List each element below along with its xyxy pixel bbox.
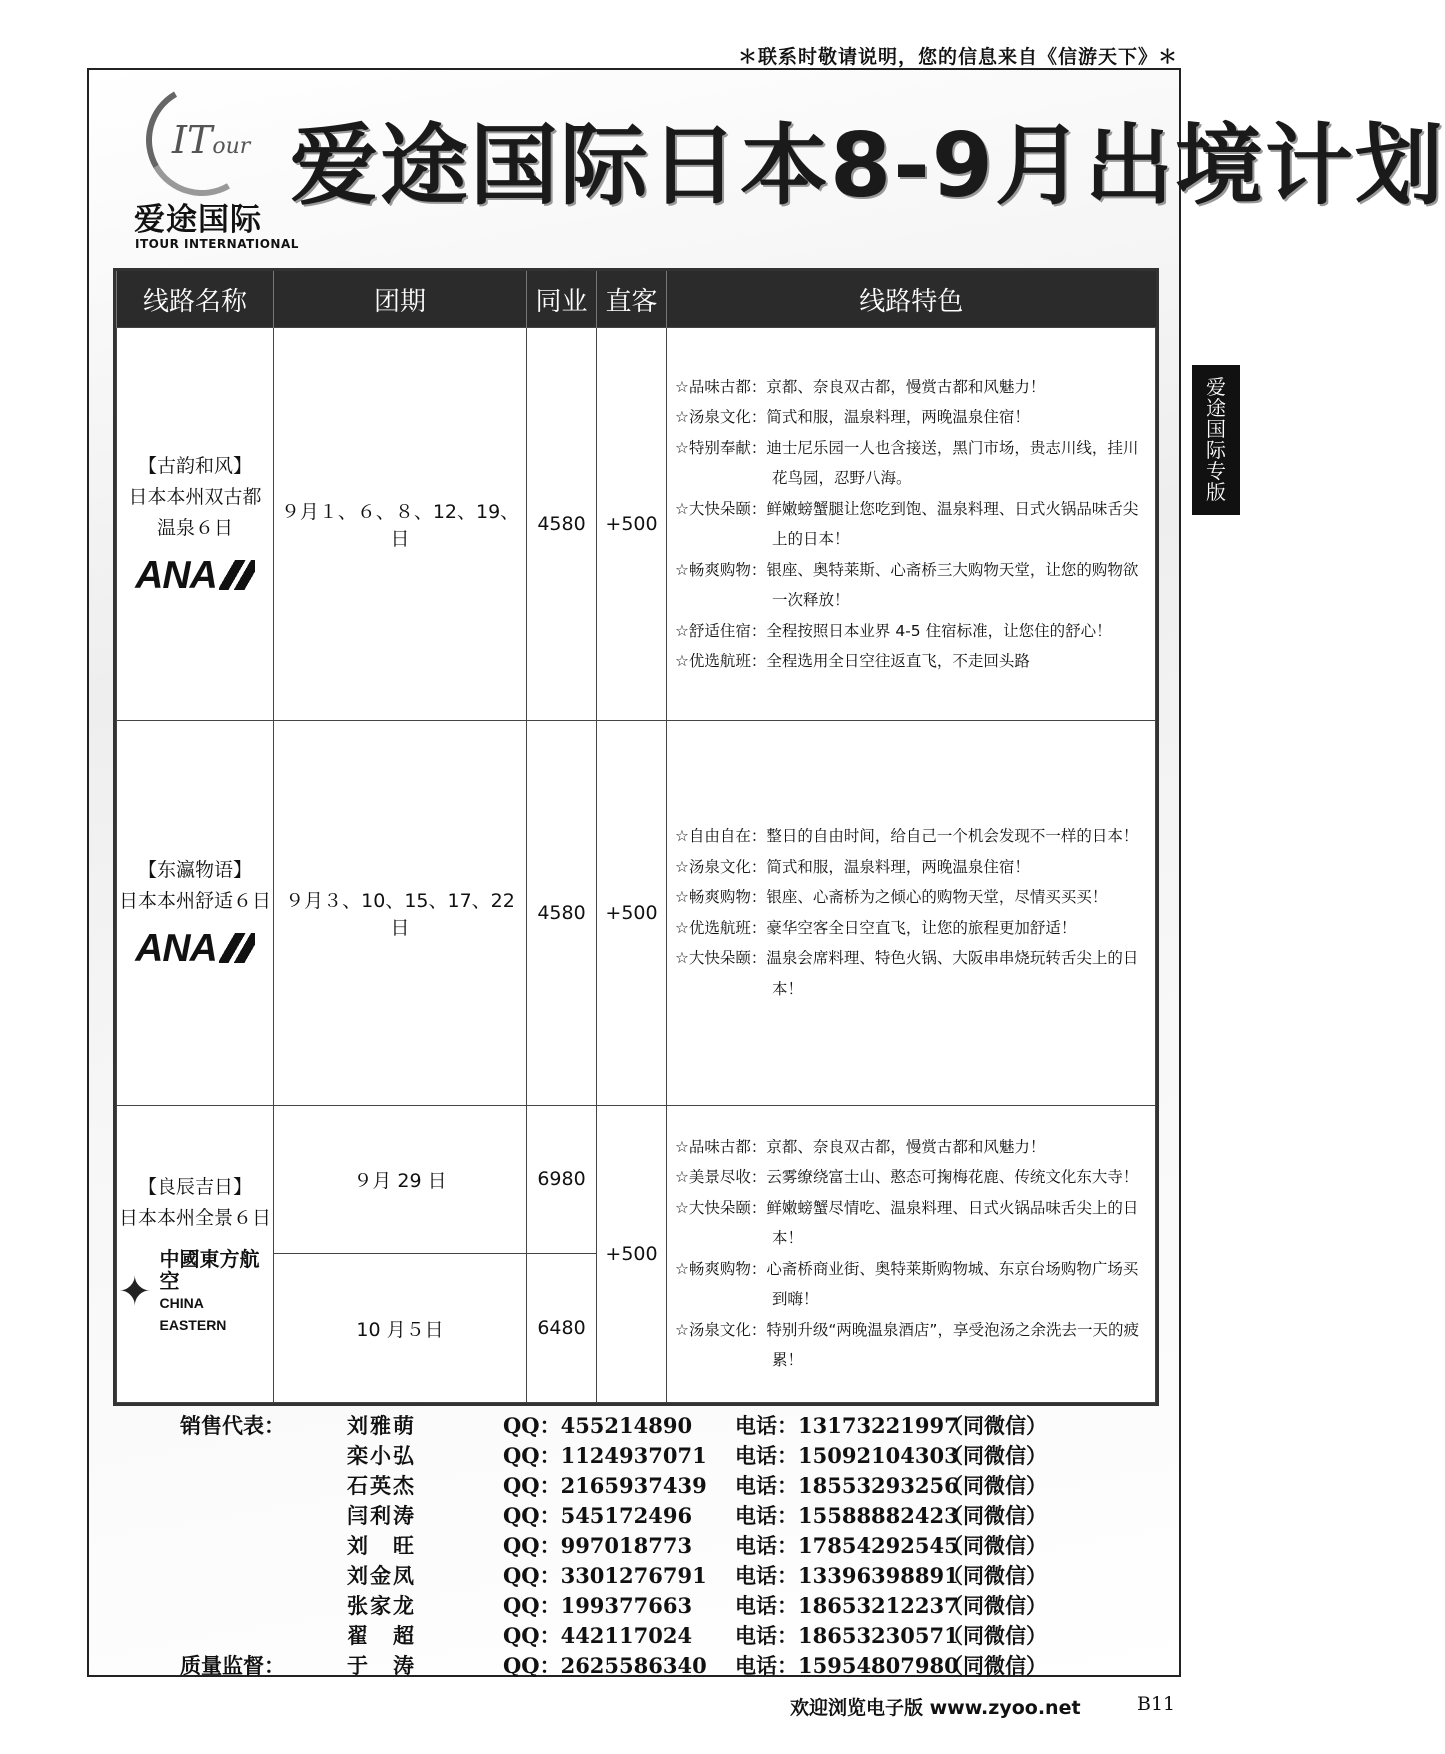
contact-phone: 电话：18653212237 <box>735 1593 959 1618</box>
contact-wechat-note: （同微信） <box>942 1623 1047 1648</box>
feature-line: ☆汤泉文化：简式和服，温泉料理，两晚温泉住宿！ <box>675 857 1030 876</box>
contact-name: 闫利涛 <box>347 1503 416 1528</box>
header-retail-price: 直客 <box>597 271 667 328</box>
page-number: B11 <box>1137 1693 1176 1715</box>
table-row <box>117 328 1156 721</box>
contact-phone: 电话：13396398891 <box>735 1563 959 1588</box>
contact-row <box>0 1650 1240 1680</box>
contact-qq: QQ：199377663 <box>503 1593 693 1618</box>
contact-qq: QQ：2625586340 <box>503 1653 707 1678</box>
contact-wechat-note: （同微信） <box>942 1533 1047 1558</box>
side-tab: 爱途国际专版 <box>1192 365 1240 515</box>
header-features: 线路特色 <box>667 271 1156 328</box>
contact-qq: QQ：455214890 <box>503 1413 693 1438</box>
retail-price-cell: +500 <box>597 328 667 721</box>
table-row <box>117 1105 1156 1254</box>
contact-name: 刘雅萌 <box>347 1413 416 1438</box>
contact-name: 翟 超 <box>347 1623 416 1648</box>
contact-qq: QQ：3301276791 <box>503 1563 707 1588</box>
header-trade-price: 同业 <box>527 271 597 328</box>
logo-mark: ITour <box>172 118 251 162</box>
dates-cell: 10 月５日 <box>274 1254 527 1403</box>
trade-price-cell: 4580 <box>527 328 597 721</box>
header-dates: 团期 <box>274 271 527 328</box>
contact-phone: 电话：15954807980 <box>735 1653 959 1678</box>
swallow-icon: ✦ <box>118 1268 152 1315</box>
features-cell <box>667 1105 1156 1402</box>
contact-phone: 电话：18553293256 <box>735 1473 959 1498</box>
contact-qq: QQ：1124937071 <box>503 1443 707 1468</box>
feature-line: ☆舒适住宿：全程按照日本业界 4-5 住宿标准，让您住的舒心！ <box>675 621 1112 640</box>
retail-price-cell: +500 <box>597 721 667 1106</box>
route-table <box>113 268 1159 1406</box>
airline-en-name: CHINA EASTERN <box>159 1294 227 1333</box>
feature-line: ☆美景尽收：云雾缭绕富士山、憨态可掬梅花鹿、传统文化东大寺！ <box>675 1168 1139 1187</box>
contact-wechat-note: （同微信） <box>942 1593 1047 1618</box>
itour-logo <box>134 82 299 254</box>
contact-wechat-note: （同微信） <box>942 1413 1047 1438</box>
dates-cell: ９月 29 日 <box>274 1105 527 1254</box>
contact-name: 刘 旺 <box>347 1533 416 1558</box>
contact-qq: QQ：997018773 <box>503 1533 693 1558</box>
contact-wechat-note: （同微信） <box>942 1503 1047 1528</box>
contact-name: 张家龙 <box>347 1593 416 1618</box>
footer-welcome: 欢迎浏览电子版 www.zyoo.net <box>790 1697 1081 1719</box>
route-tag: 【东瀛物语】 <box>137 858 252 881</box>
contact-role: 质量监督： <box>180 1653 285 1678</box>
route-name-line: 日本本州全景６日 <box>118 1206 271 1229</box>
feature-line: ☆畅爽购物：银座、心斋桥为之倾心的购物天堂，尽情买买买！ <box>675 888 1108 907</box>
contact-wechat-note: （同微信） <box>942 1473 1047 1498</box>
contact-role: 销售代表： <box>180 1413 285 1438</box>
feature-line: ☆品味古都：京都、奈良双古都，慢赏古都和风魅力！ <box>675 1137 1046 1156</box>
contact-wechat-note: （同微信） <box>942 1443 1047 1468</box>
trade-price-cell: 6980 <box>527 1105 597 1254</box>
feature-line: ☆汤泉文化：简式和服，温泉料理，两晚温泉住宿！ <box>675 408 1030 427</box>
feature-line: ☆大快朵颐：温泉会席料理、特色火锅、大阪串串烧玩转舌尖上的日本！ <box>675 949 1139 998</box>
contact-phone: 电话：17854292545 <box>735 1533 959 1558</box>
china-eastern-logo <box>118 1248 272 1336</box>
route-name-line: 日本本州舒适６日 <box>118 889 271 912</box>
feature-line: ☆汤泉文化：特别升级“两晚温泉酒店”，享受泡汤之余洗去一天的疲累！ <box>675 1320 1139 1370</box>
ana-logo: ANA <box>135 554 255 598</box>
contact-name: 刘金凤 <box>347 1563 416 1588</box>
contact-qq: QQ：2165937439 <box>503 1473 707 1498</box>
logo-en-name: ITOUR INTERNATIONAL <box>135 237 299 251</box>
contact-row <box>0 1590 1240 1620</box>
dates-cell: ９月３、10、15、17、22 日 <box>274 721 527 1106</box>
contact-row <box>0 1440 1240 1470</box>
contact-phone: 电话：15092104303 <box>735 1443 959 1468</box>
trade-price-cell: 4580 <box>527 721 597 1106</box>
features-cell <box>667 328 1156 721</box>
dates-cell: ９月１、６、８、12、19、日 <box>274 328 527 721</box>
features-cell <box>667 721 1156 1106</box>
route-name-line: 日本本州双古都 <box>128 485 262 508</box>
feature-line: ☆自由自在：整日的自由时间，给自己一个机会发现不一样的日本！ <box>675 827 1139 846</box>
contact-row <box>0 1410 1240 1440</box>
feature-line: ☆优选航班：豪华空客全日空直飞，让您的旅程更加舒适！ <box>675 918 1077 937</box>
contact-phone: 电话：13173221997 <box>735 1413 959 1438</box>
header-route-name: 线路名称 <box>117 271 274 328</box>
contact-qq: QQ：442117024 <box>503 1623 693 1648</box>
feature-line: ☆畅爽购物：银座、奥特莱斯、心斋桥三大购物天堂，让您的购物欲一次释放！ <box>675 560 1139 610</box>
route-name-cell <box>117 328 274 721</box>
contact-wechat-note: （同微信） <box>942 1653 1047 1678</box>
page-title: 爱途国际日本8-9月出境计划 <box>290 114 1445 217</box>
route-name-cell <box>117 721 274 1106</box>
contact-row <box>0 1500 1240 1530</box>
contact-name: 于 涛 <box>347 1653 416 1678</box>
ana-stripes-icon <box>219 933 255 963</box>
route-tag: 【良辰吉日】 <box>137 1175 252 1198</box>
retail-price-cell: +500 <box>597 1105 667 1402</box>
contact-phone: 电话：15588882423 <box>735 1503 959 1528</box>
table-header <box>117 271 1156 328</box>
feature-line: ☆品味古都：京都、奈良双古都，慢赏古都和风魅力！ <box>675 377 1046 396</box>
route-name-cell <box>117 1105 274 1402</box>
feature-line: ☆畅爽购物：心斋桥商业街、奥特莱斯购物城、东京台场购物广场买到嗨！ <box>675 1259 1139 1309</box>
feature-line: ☆大快朵颐：鲜嫩螃蟹腿让您吃到饱、温泉料理、日式火锅品味舌尖上的日本！ <box>675 499 1139 549</box>
table-row <box>117 721 1156 1106</box>
feature-line: ☆优选航班：全程选用全日空往返直飞，不走回头路 <box>675 652 1030 671</box>
logo-cn-name: 爱途国际 <box>134 202 262 238</box>
contact-row <box>0 1470 1240 1500</box>
airline-cn-name: 中國東方航空 <box>159 1246 260 1293</box>
contact-row <box>0 1560 1240 1590</box>
contact-name: 栾小弘 <box>347 1443 416 1468</box>
feature-line: ☆特别奉献：迪士尼乐园一人也含接送，黑门市场，贵志川线，挂川花鸟园，忍野八海。 <box>675 438 1139 488</box>
contact-wechat-note: （同微信） <box>942 1563 1047 1588</box>
contact-name: 石英杰 <box>347 1473 416 1498</box>
trade-price-cell: 6480 <box>527 1254 597 1403</box>
contact-row <box>0 1620 1240 1650</box>
ana-logo: ANA <box>135 927 255 971</box>
feature-line: ☆大快朵颐：鲜嫩螃蟹尽情吃、温泉料理、日式火锅品味舌尖上的日本！ <box>675 1198 1139 1248</box>
source-note: ＊联系时敬请说明，您的信息来自《信游天下》＊ <box>737 46 1178 68</box>
contact-phone: 电话：18653230571 <box>735 1623 959 1648</box>
contact-qq: QQ：545172496 <box>503 1503 693 1528</box>
contact-row <box>0 1530 1240 1560</box>
route-tag: 【古韵和风】 <box>137 454 252 477</box>
route-name-line: 温泉６日 <box>156 516 233 539</box>
ana-stripes-icon <box>219 560 255 590</box>
